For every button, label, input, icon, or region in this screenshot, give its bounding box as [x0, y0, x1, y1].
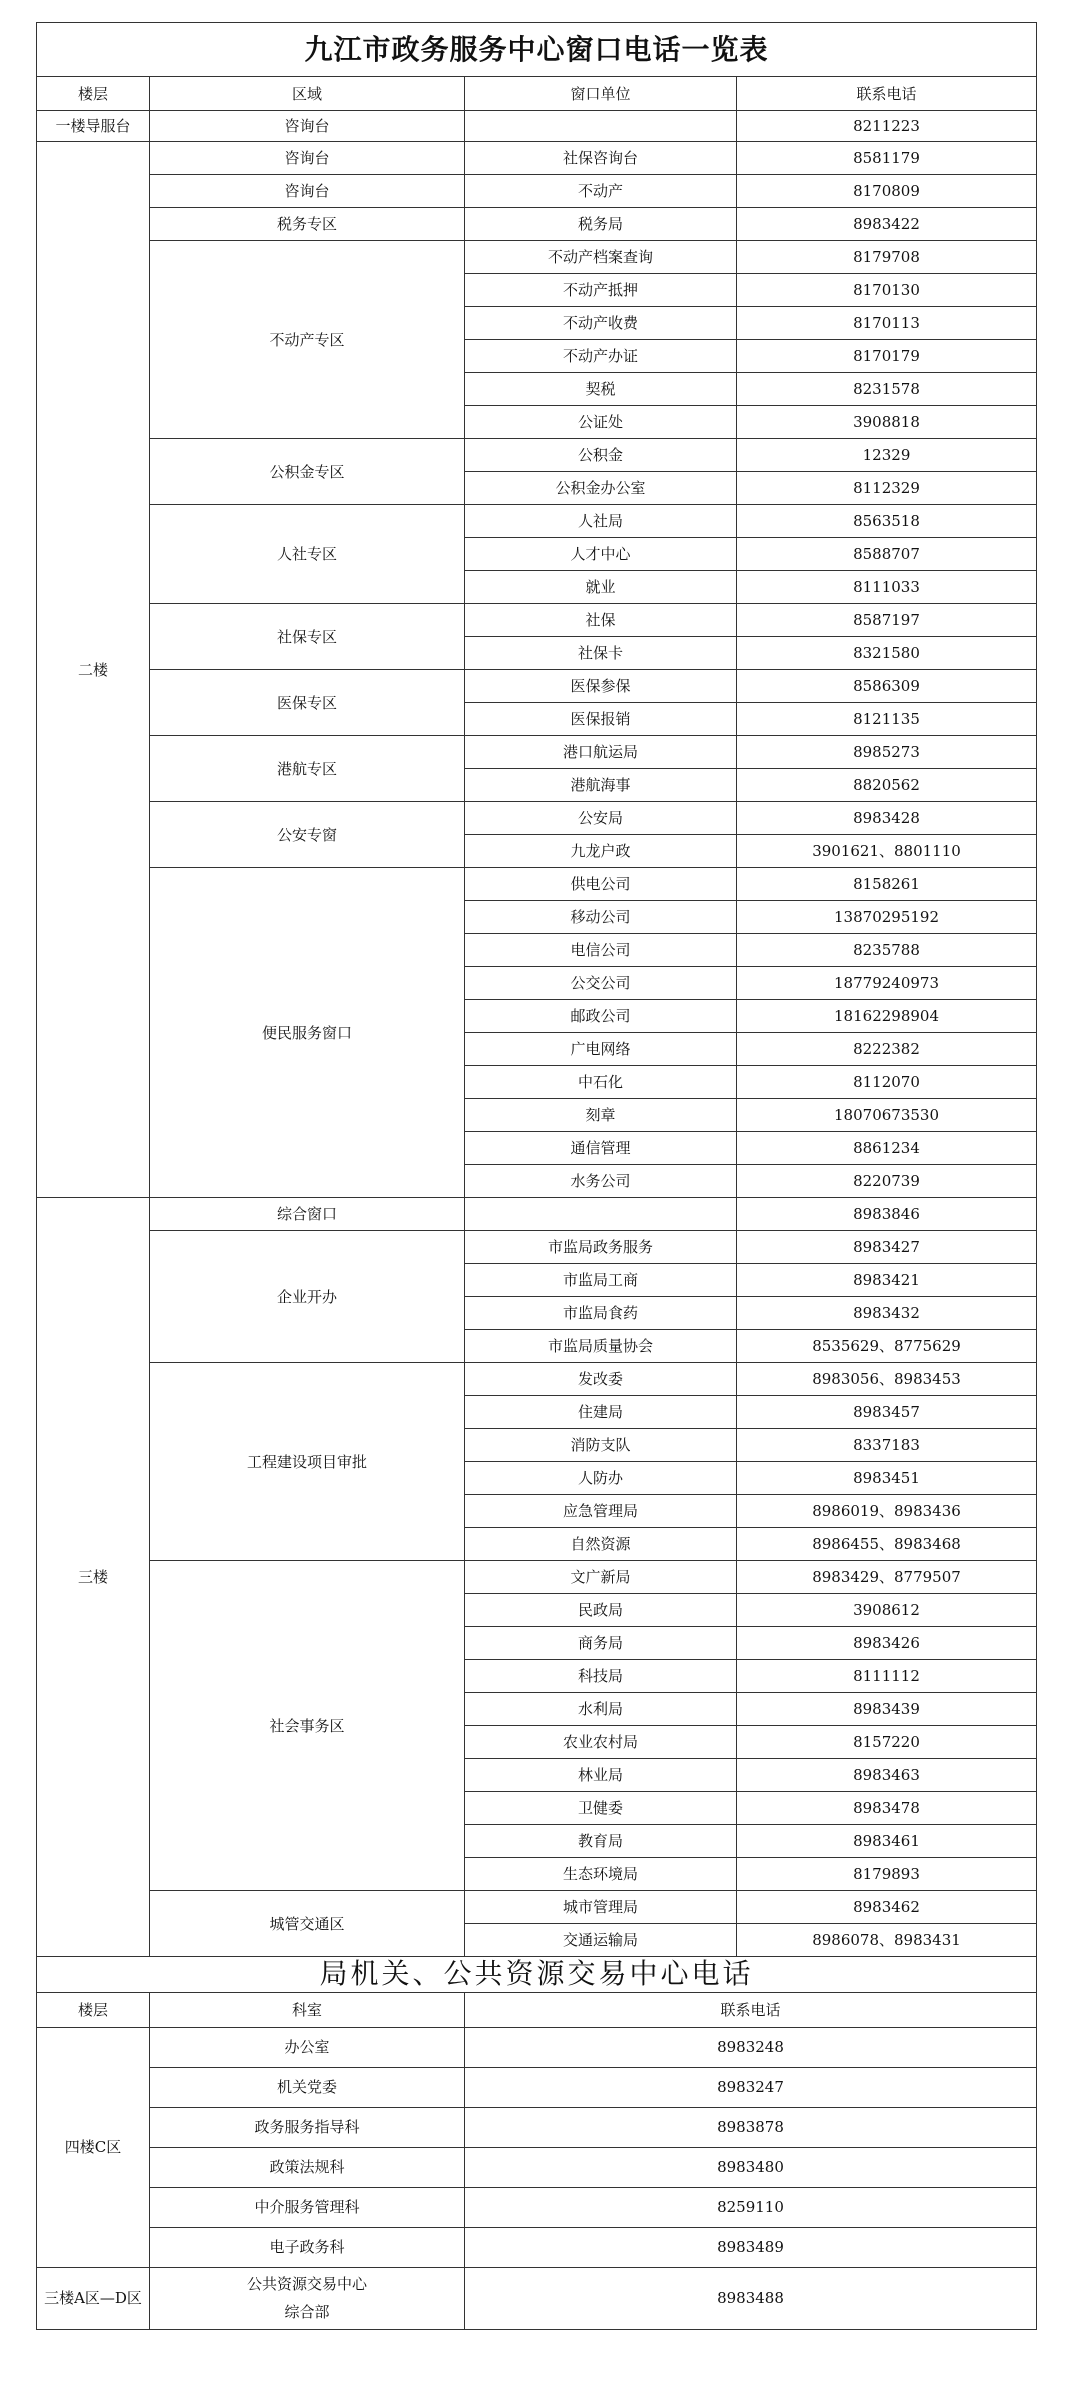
phone-cell: 8983488 [465, 2267, 1037, 2329]
phone-cell: 8983247 [465, 2067, 1037, 2107]
unit-cell [465, 1198, 737, 1231]
phone-cell: 8983428 [737, 802, 1037, 835]
unit-cell: 不动产办证 [465, 340, 737, 373]
unit-cell: 医保报销 [465, 703, 737, 736]
section-title: 局机关、公共资源交易中心电话 [37, 1956, 1037, 1992]
phone-cell: 8983489 [465, 2227, 1037, 2267]
unit-cell: 港航海事 [465, 769, 737, 802]
phone-cell: 8157220 [737, 1726, 1037, 1759]
phone-cell: 8983439 [737, 1693, 1037, 1726]
phone-cell: 18162298904 [737, 1000, 1037, 1033]
unit-cell: 契税 [465, 373, 737, 406]
table-row [37, 439, 1037, 472]
unit-cell: 公积金办公室 [465, 472, 737, 505]
floor-cell: 二楼 [37, 142, 150, 1198]
unit-cell: 农业农村局 [465, 1726, 737, 1759]
area-cell: 咨询台 [150, 142, 465, 175]
phone-cell: 8179708 [737, 241, 1037, 274]
unit-cell: 水务公司 [465, 1165, 737, 1198]
unit-cell: 公证处 [465, 406, 737, 439]
unit-cell: 通信管理 [465, 1132, 737, 1165]
unit-cell: 自然资源 [465, 1528, 737, 1561]
unit-cell: 中石化 [465, 1066, 737, 1099]
table-row [37, 2187, 1037, 2227]
phone-cell: 8111112 [737, 1660, 1037, 1693]
phone-cell: 3901621、8801110 [737, 835, 1037, 868]
phone-cell: 18070673530 [737, 1099, 1037, 1132]
unit-cell: 不动产抵押 [465, 274, 737, 307]
unit-cell: 市监局质量协会 [465, 1330, 737, 1363]
unit-cell: 医保参保 [465, 670, 737, 703]
phone-cell: 8121135 [737, 703, 1037, 736]
table-row [37, 670, 1037, 703]
table-row [37, 1231, 1037, 1264]
unit-cell: 公安局 [465, 802, 737, 835]
unit-cell: 林业局 [465, 1759, 737, 1792]
phone-cell: 8170809 [737, 175, 1037, 208]
area-cell: 企业开办 [150, 1231, 465, 1363]
table-row [37, 2147, 1037, 2187]
phone-cell: 8231578 [737, 373, 1037, 406]
phone-cell: 8983478 [737, 1792, 1037, 1825]
area-cell: 公安专窗 [150, 802, 465, 868]
table-row [37, 2227, 1037, 2267]
header-phone: 联系电话 [465, 1992, 1037, 2027]
unit-cell: 市监局政务服务 [465, 1231, 737, 1264]
table-row [37, 1198, 1037, 1231]
unit-cell: 不动产 [465, 175, 737, 208]
phone-cell: 8259110 [465, 2187, 1037, 2227]
office-cell: 政策法规科 [150, 2147, 465, 2187]
directory-table [36, 22, 1037, 1957]
phone-cell: 8983461 [737, 1825, 1037, 1858]
phone-cell: 8983426 [737, 1627, 1037, 1660]
area-cell: 公积金专区 [150, 439, 465, 505]
office-cell: 机关党委 [150, 2067, 465, 2107]
area-cell: 综合窗口 [150, 1198, 465, 1231]
phone-cell: 8170179 [737, 340, 1037, 373]
unit-cell: 不动产收费 [465, 307, 737, 340]
phone-cell: 8820562 [737, 769, 1037, 802]
office-cell [150, 2267, 465, 2329]
unit-cell: 教育局 [465, 1825, 737, 1858]
unit-cell: 刻章 [465, 1099, 737, 1132]
phone-cell: 3908818 [737, 406, 1037, 439]
header-floor: 楼层 [37, 77, 150, 111]
office-cell: 中介服务管理科 [150, 2187, 465, 2227]
table-row [37, 505, 1037, 538]
phone-cell: 8235788 [737, 934, 1037, 967]
unit-cell: 人防办 [465, 1462, 737, 1495]
phone-cell: 8983457 [737, 1396, 1037, 1429]
unit-cell: 水利局 [465, 1693, 737, 1726]
phone-cell: 8112070 [737, 1066, 1037, 1099]
area-cell: 港航专区 [150, 736, 465, 802]
office-line: 公共资源交易中心 [246, 2274, 367, 2293]
phone-cell: 8983422 [737, 208, 1037, 241]
table-row [37, 2067, 1037, 2107]
phone-cell: 8983056、8983453 [737, 1363, 1037, 1396]
table-row [37, 208, 1037, 241]
unit-cell: 市监局食药 [465, 1297, 737, 1330]
area-cell: 不动产专区 [150, 241, 465, 439]
table-row [37, 2027, 1037, 2067]
unit-cell: 公交公司 [465, 967, 737, 1000]
table-row [37, 111, 1037, 142]
phone-cell: 8581179 [737, 142, 1037, 175]
area-cell: 社会事务区 [150, 1561, 465, 1891]
area-cell: 税务专区 [150, 208, 465, 241]
header-area: 区域 [150, 77, 465, 111]
area-cell: 咨询台 [150, 111, 465, 142]
phone-cell: 8211223 [737, 111, 1037, 142]
phone-cell: 8111033 [737, 571, 1037, 604]
phone-cell: 8985273 [737, 736, 1037, 769]
table-row [37, 2107, 1037, 2147]
header-office: 科室 [150, 1992, 465, 2027]
header-phone: 联系电话 [737, 77, 1037, 111]
phone-cell: 8983463 [737, 1759, 1037, 1792]
phone-cell: 3908612 [737, 1594, 1037, 1627]
phone-cell: 8983421 [737, 1264, 1037, 1297]
phone-cell: 8587197 [737, 604, 1037, 637]
unit-cell: 市监局工商 [465, 1264, 737, 1297]
phone-cell: 8983480 [465, 2147, 1037, 2187]
unit-cell: 卫健委 [465, 1792, 737, 1825]
phone-cell: 8983462 [737, 1891, 1037, 1924]
phone-cell: 8983248 [465, 2027, 1037, 2067]
area-cell: 人社专区 [150, 505, 465, 604]
phone-cell: 8220739 [737, 1165, 1037, 1198]
phone-cell: 8179893 [737, 1858, 1037, 1891]
phone-cell: 18779240973 [737, 967, 1037, 1000]
unit-cell: 不动产档案查询 [465, 241, 737, 274]
office-line: 综合部 [284, 2303, 330, 2321]
phone-cell: 8535629、8775629 [737, 1330, 1037, 1363]
unit-cell: 民政局 [465, 1594, 737, 1627]
area-cell: 工程建设项目审批 [150, 1363, 465, 1561]
phone-cell: 8986078、8983431 [737, 1924, 1037, 1957]
area-cell: 城管交通区 [150, 1891, 465, 1957]
directory-body [37, 23, 1037, 1957]
table-row [37, 736, 1037, 769]
phone-cell: 8563518 [737, 505, 1037, 538]
phone-cell: 8986455、8983468 [737, 1528, 1037, 1561]
unit-cell [465, 111, 737, 142]
phone-cell: 8983427 [737, 1231, 1037, 1264]
table-row [37, 1561, 1037, 1594]
page-title: 九江市政务服务中心窗口电话一览表 [37, 23, 1037, 77]
unit-cell: 社保 [465, 604, 737, 637]
header-floor: 楼层 [37, 1992, 150, 2027]
unit-cell: 住建局 [465, 1396, 737, 1429]
unit-cell: 广电网络 [465, 1033, 737, 1066]
unit-cell: 公积金 [465, 439, 737, 472]
area-cell: 咨询台 [150, 175, 465, 208]
phone-cell: 8170113 [737, 307, 1037, 340]
floor-cell: 一楼导服台 [37, 111, 150, 142]
table-row [37, 2267, 1037, 2329]
phone-cell: 8158261 [737, 868, 1037, 901]
area-cell: 医保专区 [150, 670, 465, 736]
unit-cell: 社保咨询台 [465, 142, 737, 175]
unit-cell: 城市管理局 [465, 1891, 737, 1924]
office-cell: 政务服务指导科 [150, 2107, 465, 2147]
floor-cell: 四楼C区 [37, 2027, 150, 2267]
area-cell: 社保专区 [150, 604, 465, 670]
table-row [37, 142, 1037, 175]
table-row [37, 241, 1037, 274]
header-unit: 窗口单位 [465, 77, 737, 111]
unit-cell: 人社局 [465, 505, 737, 538]
office-body [37, 1956, 1037, 2329]
unit-cell: 电信公司 [465, 934, 737, 967]
phone-cell: 8983451 [737, 1462, 1037, 1495]
unit-cell: 移动公司 [465, 901, 737, 934]
phone-cell: 8321580 [737, 637, 1037, 670]
floor-cell: 三楼 [37, 1198, 150, 1957]
table-row [37, 1363, 1037, 1396]
unit-cell: 交通运输局 [465, 1924, 737, 1957]
table-row [37, 868, 1037, 901]
phone-cell: 8112329 [737, 472, 1037, 505]
unit-cell: 社保卡 [465, 637, 737, 670]
unit-cell: 消防支队 [465, 1429, 737, 1462]
unit-cell: 九龙户政 [465, 835, 737, 868]
unit-cell: 应急管理局 [465, 1495, 737, 1528]
unit-cell: 人才中心 [465, 538, 737, 571]
table-row [37, 1891, 1037, 1924]
unit-cell: 发改委 [465, 1363, 737, 1396]
phone-cell: 8986019、8983436 [737, 1495, 1037, 1528]
phone-cell: 8983846 [737, 1198, 1037, 1231]
unit-cell: 科技局 [465, 1660, 737, 1693]
phone-cell: 8222382 [737, 1033, 1037, 1066]
office-table [36, 1956, 1037, 2330]
phone-cell: 8337183 [737, 1429, 1037, 1462]
phone-cell: 8586309 [737, 670, 1037, 703]
unit-cell: 商务局 [465, 1627, 737, 1660]
floor-cell: 三楼A区—D区 [37, 2267, 150, 2329]
table-row [37, 604, 1037, 637]
phone-cell: 8861234 [737, 1132, 1037, 1165]
unit-cell: 税务局 [465, 208, 737, 241]
unit-cell: 邮政公司 [465, 1000, 737, 1033]
phone-cell: 8983878 [465, 2107, 1037, 2147]
area-cell: 便民服务窗口 [150, 868, 465, 1198]
phone-cell: 13870295192 [737, 901, 1037, 934]
phone-cell: 8983432 [737, 1297, 1037, 1330]
unit-cell: 港口航运局 [465, 736, 737, 769]
office-cell: 办公室 [150, 2027, 465, 2067]
phone-cell: 8170130 [737, 274, 1037, 307]
unit-cell: 就业 [465, 571, 737, 604]
office-cell: 电子政务科 [150, 2227, 465, 2267]
table-row [37, 802, 1037, 835]
table-row [37, 175, 1037, 208]
phone-cell: 12329 [737, 439, 1037, 472]
phone-cell: 8983429、8779507 [737, 1561, 1037, 1594]
unit-cell: 供电公司 [465, 868, 737, 901]
phone-cell: 8588707 [737, 538, 1037, 571]
unit-cell: 生态环境局 [465, 1858, 737, 1891]
phone-directory-sheet [36, 22, 1036, 2330]
unit-cell: 文广新局 [465, 1561, 737, 1594]
